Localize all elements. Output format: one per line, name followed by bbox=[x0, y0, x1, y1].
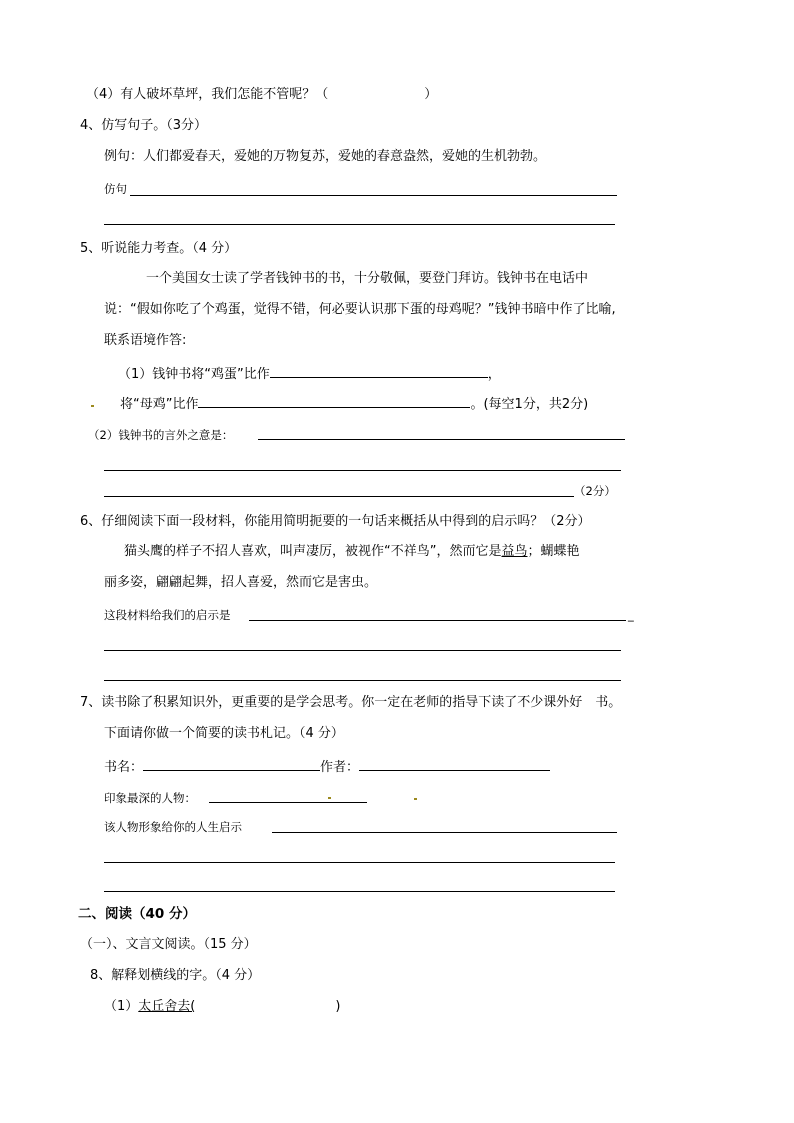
q7-insight-label: 该人物形象给你的人生启示 bbox=[104, 820, 242, 834]
q6-para-1: 猫头鹰的样子不招人喜欢，叫声凄厉，被视作“不祥鸟”，然而它是益鸟；蝴蝶艳 bbox=[124, 544, 580, 559]
q5-sub2-line-2[interactable] bbox=[104, 470, 621, 471]
speck-3 bbox=[414, 798, 417, 800]
q4-answer-line-1[interactable] bbox=[130, 195, 617, 196]
book-name-blank[interactable] bbox=[143, 757, 320, 771]
q5-sub2-line-1[interactable] bbox=[258, 439, 625, 440]
q6-label: 这段材料给我们的启示是 bbox=[104, 608, 231, 622]
q3-item-4: （4）有人破坏草坪，我们怎能不管呢？（ ） bbox=[86, 87, 438, 102]
q8-item-1: （1）太丘舍去( ) bbox=[104, 999, 341, 1014]
q4-title: 4、仿写句子。（3分） bbox=[80, 118, 208, 133]
q5-sub1-blank[interactable] bbox=[270, 364, 488, 378]
section-2-title: 二、阅读（40 分） bbox=[78, 906, 196, 922]
q4-answer-line-2[interactable] bbox=[104, 224, 615, 225]
speck-2 bbox=[328, 797, 331, 799]
q6-answer-line-3[interactable] bbox=[104, 680, 621, 681]
insight-line-1[interactable] bbox=[272, 832, 617, 833]
q5-sub1b-blank[interactable] bbox=[198, 394, 470, 408]
q4-example: 例句：人们都爱春天，爱她的万物复苏，爱她的春意盎然，爱她的生机勃勃。 bbox=[104, 149, 547, 164]
q5-title: 5、听说能力考查。（4 分） bbox=[80, 241, 238, 256]
q7-line-2: 下面请你做一个简要的读书札记。（4 分） bbox=[104, 726, 344, 741]
section-2-sub-1: （一）、文言文阅读。（15 分） bbox=[80, 937, 257, 952]
q5-sub-1: （1）钱钟书将“鸡蛋”比作 ， bbox=[118, 364, 501, 384]
q7-person-label: 印象最深的人物： bbox=[104, 791, 196, 805]
q6-answer-line-1[interactable] bbox=[249, 620, 626, 621]
q5-sub2-line-3[interactable] bbox=[104, 496, 574, 497]
q5-para-2: 说：“假如你吃了个鸡蛋，觉得不错，何必要认识那下蛋的母鸡呢？”钱钟书暗中作了比喻, bbox=[104, 302, 616, 317]
q5-para-1: 一个美国女士读了学者钱钟书的书，十分敬佩，要登门拜访。钱钟书在电话中 bbox=[146, 271, 589, 286]
q6-title: 6、仔细阅读下面一段材料，你能用简明扼要的一句话来概括从中得到的启示吗？（2分） bbox=[80, 514, 591, 529]
q7-book-row: 书名： 作者： bbox=[104, 757, 550, 777]
q6-trail: _ bbox=[628, 608, 634, 622]
insight-line-3[interactable] bbox=[104, 891, 615, 892]
author-blank[interactable] bbox=[359, 757, 550, 771]
insight-line-2[interactable] bbox=[104, 862, 615, 863]
q4-label: 仿句 bbox=[104, 182, 127, 196]
q5-para-3: 联系语境作答: bbox=[104, 333, 187, 348]
q8-title: 8、解释划横线的字。（4 分） bbox=[90, 968, 261, 983]
q7-line-1: 7、读书除了积累知识外，更重要的是学会思考。你一定在老师的指导下读了不少课外好 书。 bbox=[80, 695, 622, 710]
q6-para-2: 丽多姿，翩翩起舞，招人喜爱，然而它是害虫。 bbox=[104, 575, 378, 590]
q5-sub-2-score: （2分） bbox=[574, 484, 616, 498]
q5-sub-1b: 将“母鸡”比作 。(每空1分，共2分) bbox=[120, 394, 588, 414]
q6-answer-line-2[interactable] bbox=[104, 650, 621, 651]
person-blank[interactable] bbox=[209, 802, 367, 803]
speck-1 bbox=[91, 405, 94, 407]
q5-sub-2-label: （2）钱钟书的言外之意是： bbox=[88, 428, 234, 442]
